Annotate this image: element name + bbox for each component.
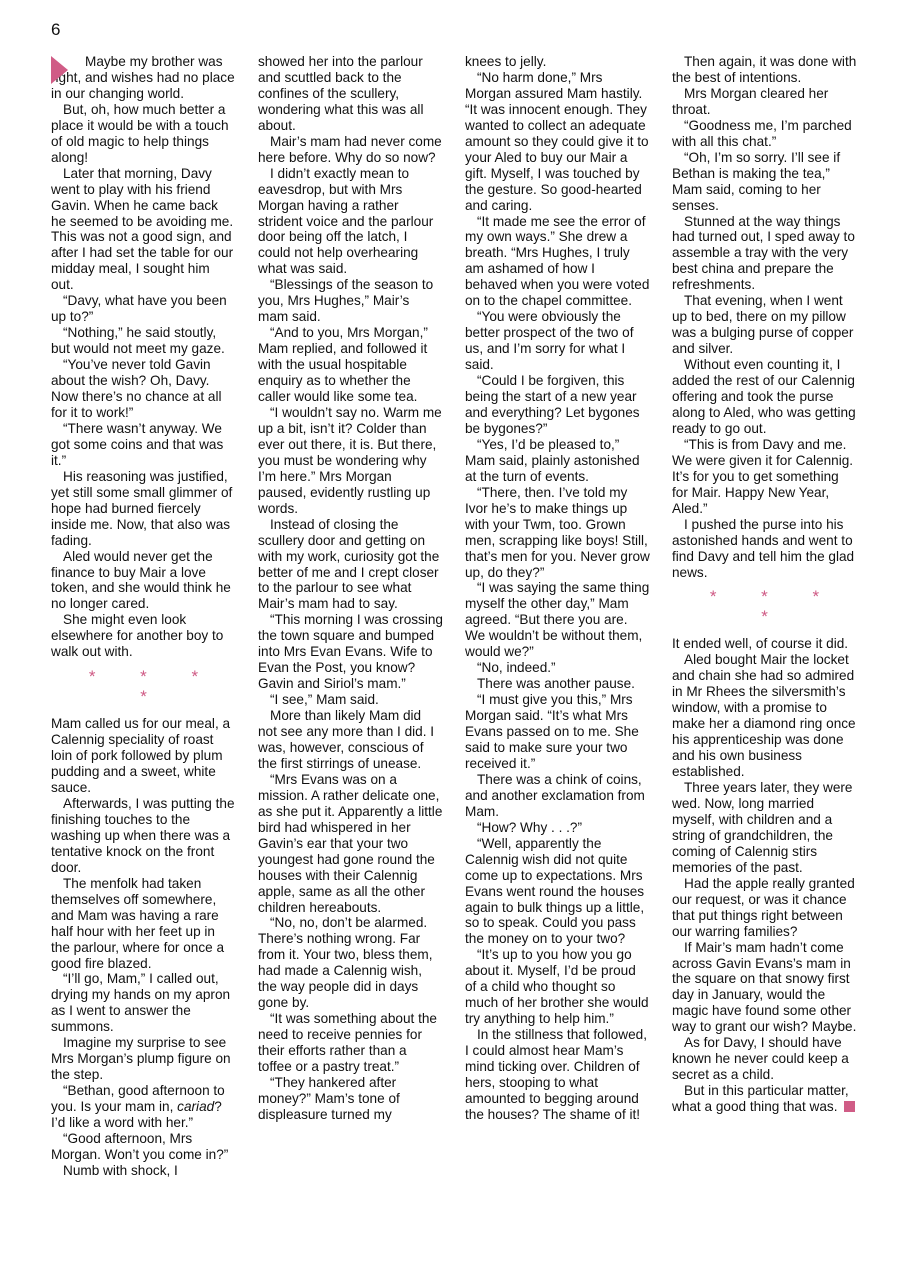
paragraph: “Davy, what have you been up to?” xyxy=(51,293,227,325)
paragraph: Mair’s mam had never come here before. Why do so now? xyxy=(258,133,442,165)
paragraph: “They hankered after money?” Mam’s tone of displeasure turned my xyxy=(258,1075,400,1122)
text-run: ? I’d like a word with her.” xyxy=(51,1099,222,1131)
paragraph: “No harm done,” Mrs Morgan assured Mam hastily. “It was innocent enough. They wanted to collect an adequate amount so they could give it to your Aled to buy our Mair a gift. Myself, I was touched by the gesture. So good-hearted and caring. xyxy=(465,69,649,213)
paragraph: Maybe my brother was right, and wishes had no place in our changing world. xyxy=(51,54,235,101)
paragraph: Stunned at the way things had turned out, I sped away to assemble a tray with the very best china and prepare the refreshments. xyxy=(672,213,855,293)
paragraph: “Good afternoon, Mrs Morgan. Won’t you come in?” xyxy=(51,1131,229,1162)
paragraph: “Could I be forgiven, this being the start of a new year and everything? Let bygones be bygones?” xyxy=(465,373,640,436)
paragraph: It ended well, of course it did. xyxy=(672,636,849,652)
column-4 xyxy=(672,54,857,1244)
paragraph: “And to you, Mrs Morgan,” Mam replied, and followed it with the usual hospitable enquiry as to whether the caller would like some tea. xyxy=(258,325,428,405)
paragraph: “It made me see the error of my own ways.” She drew a breath. “Mrs Hughes, I truly am ashamed of how I behaved when you were voted on to the chapel committee. xyxy=(465,213,650,309)
paragraph: “I see,” Mam said. xyxy=(270,692,379,708)
paragraph: “I was saying the same thing myself the other day,” Mam agreed. “But there you are. We wouldn’t be without them, would we?” xyxy=(465,580,650,660)
story-start-marker xyxy=(51,56,68,84)
paragraph: “This is from Davy and me. We were given it for Calennig. It’s for you to get something for Mair. Happy New Year, Aled.” xyxy=(672,436,854,516)
paragraph: The menfolk had taken themselves off somewhere, and Mam was having a rare half hour with her feet up in the parlour, where for once a good fire blazed. xyxy=(51,875,225,971)
text-run: “Bethan, good afternoon to you. Is your mam in, xyxy=(51,1083,225,1115)
paragraph: “It was something about the need to receive pennies for their efforts rather than a toffee or a pastry treat.” xyxy=(258,1011,437,1075)
paragraph: His reasoning was justified, yet still some small glimmer of hope had burned fiercely inside me. Now, that also was fading. xyxy=(51,468,233,548)
paragraph: Three years later, they were wed. Now, long married myself, with children and a string of grandchildren, the coming of Calennig stirs memories of the past. xyxy=(672,780,853,875)
section-break: * * * * xyxy=(88,667,219,707)
column-3 xyxy=(465,54,650,1244)
paragraph: “There wasn’t anyway. We got some coins and that was it.” xyxy=(51,420,224,468)
paragraph: “Oh, I’m so sorry. I’ll see if Bethan is making the tea,” Mam said, coming to her senses. xyxy=(672,149,841,213)
paragraph: She might even look elsewhere for another boy to walk out with. xyxy=(51,612,224,660)
paragraph: “It’s up to you how you go about it. Myself, I’d be proud of a child who thought so much of her brother she would try anything to help him.” xyxy=(465,947,649,1027)
text-run: But in this particular matter, what a good thing that was. xyxy=(672,1083,849,1115)
paragraph: “No, no, don’t be alarmed. There’s nothing wrong. Far from it. Your two, bless them, had made a Calennig wish, the way people did in days gone by. xyxy=(258,915,433,1011)
paragraph xyxy=(51,1083,236,1131)
paragraph: “Yes, I’d be pleased to,” Mam said, plainly astonished at the turn of events. xyxy=(465,436,640,484)
paragraph: “Mrs Evans was on a mission. A rather delicate one, as she put it. Apparently a little bird had whispered in her Gavin’s ear that your two youngest had gone round the houses with their Calennig apple, same as all the other children hereabouts. xyxy=(258,771,443,915)
paragraph: “You’ve never told Gavin about the wish? Oh, Davy. Now there’s no chance at all for it to work!” xyxy=(51,357,222,420)
paragraph: “I wouldn’t say no. Warm me up a bit, isn’t it? Colder than ever out there, it is. But there, you must be wondering why I’m here.” Mrs Morgan paused, evidently rustling up words. xyxy=(258,404,442,516)
story-end-marker xyxy=(844,1101,855,1112)
paragraph: “Nothing,” he said stoutly, but would not meet my gaze. xyxy=(51,325,225,357)
paragraph: There was another pause. xyxy=(477,676,635,692)
paragraph: Numb with shock, I xyxy=(63,1162,178,1178)
paragraph: “How? Why . . .?” xyxy=(477,819,582,835)
paragraph: Mrs Morgan cleared her throat. xyxy=(672,85,829,117)
paragraph: Aled bought Mair the locket and chain she had so admired in Mr Rhees the silversmith’s window, with a promise to make her a diamond ring once his apprenticeship was done and his own business established. xyxy=(672,652,856,780)
paragraph: As for Davy, I should have known he never could keep a secret as a child. xyxy=(672,1035,849,1083)
paragraph: Later that morning, Davy went to play with his friend Gavin. When he came back he seemed to be avoiding me. This was not a good sign, and after I had set the table for our midday meal, I sought him out. xyxy=(51,165,234,293)
italic-word: cariad xyxy=(177,1099,215,1115)
paragraph: “This morning I was crossing the town square and bumped into Mrs Evan Evans. Wife to Evan the Post, you know? Gavin and Siriol’s mam.” xyxy=(258,612,443,692)
paragraph: If Mair’s mam hadn’t come across Gavin Evans’s mam in the square on that snowy first day in January, would the magic have found some other way to grant our wish? Maybe. xyxy=(672,939,857,1035)
paragraph: showed her into the parlour and scuttled back to the confines of the scullery, wondering what this was all about. xyxy=(258,54,424,133)
page-number: 6 xyxy=(51,20,61,39)
paragraph: “You were obviously the better prospect of the two of us, and I’m sorry for what I said. xyxy=(465,309,634,373)
paragraph: More than likely Mam did not see any more than I did. I was, however, conscious of the first stirrings of unease. xyxy=(258,708,435,771)
paragraph: In the stillness that followed, I could almost hear Mam’s mind ticking over. Children of hers, stooping to what amounted to begging around the houses? The shame of it! xyxy=(465,1027,648,1122)
paragraph: Then again, it was done with the best of intentions. xyxy=(672,54,857,85)
paragraph: That evening, when I went up to bed, there on my pillow was a bulging purse of copper and silver. xyxy=(672,293,854,357)
paragraph: But, oh, how much better a place it would be with a touch of old magic to help things along! xyxy=(51,101,229,165)
paragraph: Without even counting it, I added the rest of our Calennig offering and took the purse along to Aled, who was getting ready to go out. xyxy=(672,357,856,436)
paragraph: “Blessings of the season to you, Mrs Hughes,” Mair’s mam said. xyxy=(258,277,434,325)
column-1 xyxy=(51,54,236,1244)
paragraph: Aled would never get the finance to buy Mair a love token, and she would think he no longer cared. xyxy=(51,548,231,612)
paragraph: There was a chink of coins, and another exclamation from Mam. xyxy=(465,771,645,819)
paragraph xyxy=(672,1083,857,1115)
paragraph: “There, then. I’ve told my Ivor he’s to make things up with your Twm, too. Grown men, scrapping like boys! Still, that’s men for you. Never grow up, do they?” xyxy=(465,484,650,580)
column-2 xyxy=(258,54,443,1244)
paragraph: knees to jelly. xyxy=(465,54,547,69)
paragraph: Instead of closing the scullery door and getting on with my work, curiosity got the better of me and I crept closer to the parlour to see what Mair’s mam had to say. xyxy=(258,516,440,612)
paragraph: “I must give you this,” Mrs Morgan said. “It’s what Mrs Evans passed on to me. She said to make sure your two received it.” xyxy=(465,692,639,771)
paragraph: I pushed the purse into his astonished hands and went to find Davy and tell him the glad news. xyxy=(672,516,855,580)
paragraph: Had the apple really granted our request, or was it chance that put things right between our warring families? xyxy=(672,875,855,939)
paragraph: “No, indeed.” xyxy=(477,660,556,676)
paragraph: I didn’t exactly mean to eavesdrop, but with Mrs Morgan having a rather strident voice and the parlour door being off the latch, I could not help overhearing what was said. xyxy=(258,165,434,277)
paragraph: “Well, apparently the Calennig wish did not quite come up to expectations. Mrs Evans went round the houses again to bulk things up a little, so to speak. Could you pass the money on to your two? xyxy=(465,835,645,947)
paragraph: Mam called us for our meal, a Calennig speciality of roast loin of pork followed by plum pudding and a sweet, white sauce. xyxy=(51,716,231,796)
section-break: * * * * xyxy=(709,587,840,627)
paragraph: Afterwards, I was putting the finishing touches to the washing up when there was a tentative knock on the front door. xyxy=(51,795,235,875)
paragraph: “I’ll go, Mam,” I called out, drying my hands on my apron as I went to answer the summons. xyxy=(51,971,231,1035)
paragraph: Imagine my surprise to see Mrs Morgan’s plump figure on the step. xyxy=(51,1035,231,1083)
story-columns xyxy=(51,54,857,1244)
paragraph: “Goodness me, I’m parched with all this chat.” xyxy=(672,117,852,149)
